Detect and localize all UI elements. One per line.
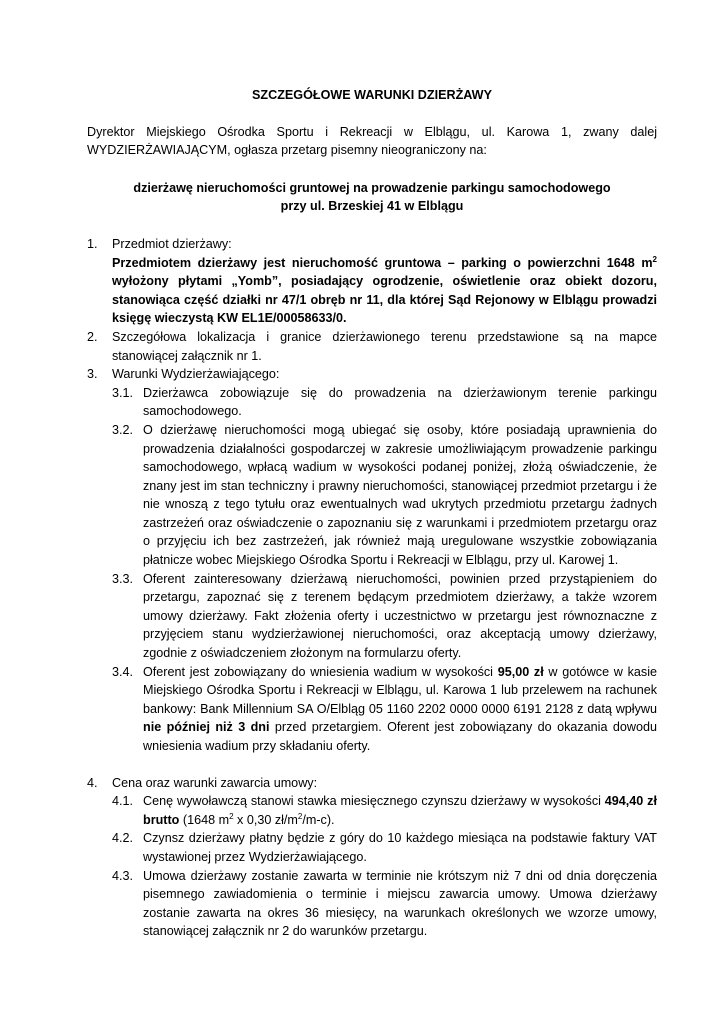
subsection-number: 3.4.	[112, 664, 134, 679]
lease-object-description	[112, 254, 657, 328]
section-number: 1.	[87, 236, 98, 251]
subsection-text: Czynsz dzierżawy płatny będzie z góry do 10 każdego miesiąca na podstawie faktury VAT wystawionej przez Wydzierżawiającego.	[143, 831, 657, 864]
subsection-number: 3.2.	[112, 422, 134, 437]
section-number: 3.	[87, 367, 98, 382]
spacer	[87, 756, 657, 774]
subsection-4-1	[112, 792, 657, 829]
subsection-text: (1648 m	[179, 812, 230, 827]
subsection-text: Dzierżawca zobowiązuje się do prowadzenia na dzierżawionym terenie parkingu samochodowego.	[143, 385, 657, 419]
tender-subject	[87, 179, 657, 216]
subsection-number: 3.1.	[112, 385, 134, 400]
superscript: 2	[297, 811, 303, 821]
subsection-text: O dzierżawę nieruchomości mogą ubiegać się osoby, które posiadają uprawnienia do prowadzenia działalności gospodarczej w zakresie umożliwiającym prowadzenie parkingu samochodowego, wpłacą wadium w wysokości podanej poniżej, złożą oświadczenie, że znany jest im stan techniczny i prawny nieruchomości, stanowiącej przedmiot przetargu i że nie wnoszą z tego tytułu oraz ewentualnych wad ukrytych przedmiotu przetargu żadnych zastrzeżeń oraz oświadczenie o zapoznaniu się z warunkami i przedmiotem przetargu oraz o przyjęciu ich bez zastrzeżeń, jak również mają uregulowane wszystkie zobowiązania płatnicze wobec Miejskiego Ośrodka Sportu i Rekreacji w Elblągu, przy ul. Karowej 1.	[143, 422, 657, 568]
subsection-3-4	[112, 663, 657, 756]
subsection-list	[112, 792, 657, 941]
superscript: 2	[229, 811, 234, 821]
lease-object-text-b: wyłożony płytami „Yomb”, posiadający ogrodzenie, oświetlenie oraz obiekt dozoru, stanowiąca część działki nr 47/1 obręb nr 11, dla której Sąd Rejonowy w Elblągu prowadzi księgę wieczystą KW EL1E/00058633/0.	[112, 274, 657, 326]
subsection-text: Cenę wywoławczą stanowi stawka miesięcznego czynszu dzierżawy w wysokości	[143, 794, 605, 809]
subsection-text: przed przetargiem. Oferent jest zobowiązany do okazania dowodu wniesienia wadium przy składaniu oferty.	[143, 720, 657, 753]
section-heading: Cena oraz warunki zawarcia umowy:	[112, 775, 318, 790]
section-number: 4.	[87, 775, 98, 790]
subsection-3-2	[112, 421, 657, 570]
subsection-4-2	[112, 829, 657, 866]
subsection-text: Umowa dzierżawy zostanie zawarta w terminie nie krótszym niż 7 dni od dnia doręczenia pisemnego zawiadomienia o terminie i miejscu zawarcia umowy. Umowa dzierżawy zostanie zawarta na okres 36 miesięcy, na warunkach określonych we wzorze umowy, stanowiącej załącznik nr 2 do warunków przetargu.	[143, 868, 657, 939]
document-title: SZCZEGÓŁOWE WARUNKI DZIERŻAWY	[252, 88, 492, 102]
subsection-text: Oferent jest zobowiązany do wniesienia wadium w wysokości	[143, 664, 498, 679]
starting-price: 494,40 zł brutto	[143, 794, 657, 827]
subsection-3-1	[112, 384, 657, 421]
tender-subject-line-2: przy ul. Brzeskiej 41 w Elblągu	[280, 199, 464, 214]
subsection-number: 4.1.	[112, 794, 134, 809]
subsection-text: x 0,30 zł/m	[233, 812, 298, 827]
subsection-list	[112, 384, 657, 756]
deposit-amount: 95,00 zł	[497, 664, 544, 679]
section-1	[87, 235, 657, 328]
subsection-number: 4.2.	[112, 831, 134, 846]
conditions-list	[87, 235, 657, 941]
lease-object-text-a: Przedmiotem dzierżawy jest nieruchomość gruntowa – parking o powierzchni 1648 m	[112, 255, 653, 270]
superscript: 2	[652, 254, 657, 264]
section-heading: Warunki Wydzierżawiającego:	[112, 367, 280, 382]
tender-subject-line-1: dzierżawę nieruchomości gruntowej na prowadzenie parkingu samochodowego	[133, 180, 611, 195]
section-number: 2.	[87, 329, 98, 344]
subsection-text: Oferent zainteresowany dzierżawą nieruchomości, powinien przed przystąpieniem do przetargu, zapoznać się z terenem będącym przedmiotem dzierżawy, a także wzorem umowy dzierżawy. Fakt złożenia oferty i uczestnictwo w przetargu jest równoznaczne z przyjęciem stanu wydzierżawionej nieruchomości, oraz akceptacją umowy dzierżawy, zgodnie z oświadczeniem złożonym na formularzu oferty.	[143, 571, 657, 661]
deposit-deadline: nie później niż 3 dni	[143, 720, 270, 735]
subsection-4-3	[112, 867, 657, 941]
subsection-number: 3.3.	[112, 571, 134, 586]
section-4	[87, 774, 657, 941]
subsection-text: w gotówce w kasie Miejskiego Ośrodka Sportu i Rekreacji w Elblągu, ul. Karowa 1 lub przelewem na rachunek bankowy: Bank Millennium SA O/Elbląg 05 1160 2202 0000 0000 6191 2128 z datą wpływu	[143, 664, 657, 716]
section-text: Szczegółowa lokalizacja i granice dzierżawionego terenu przedstawione są na mapce stanowiącej załącznik nr 1.	[112, 329, 657, 363]
subsection-3-3	[112, 570, 657, 663]
intro-paragraph: Dyrektor Miejskiego Ośrodka Sportu i Rekreacji w Elblągu, ul. Karowa 1, zwany dalej WYDZIERŻAWIAJĄCYM, ogłasza przetarg pisemny nieograniczony na:	[87, 124, 657, 158]
section-3	[87, 365, 657, 755]
section-heading: Przedmiot dzierżawy:	[112, 236, 232, 251]
subsection-number: 4.3.	[112, 868, 134, 883]
subsection-text: /m-c).	[302, 812, 335, 827]
section-2	[87, 328, 657, 365]
